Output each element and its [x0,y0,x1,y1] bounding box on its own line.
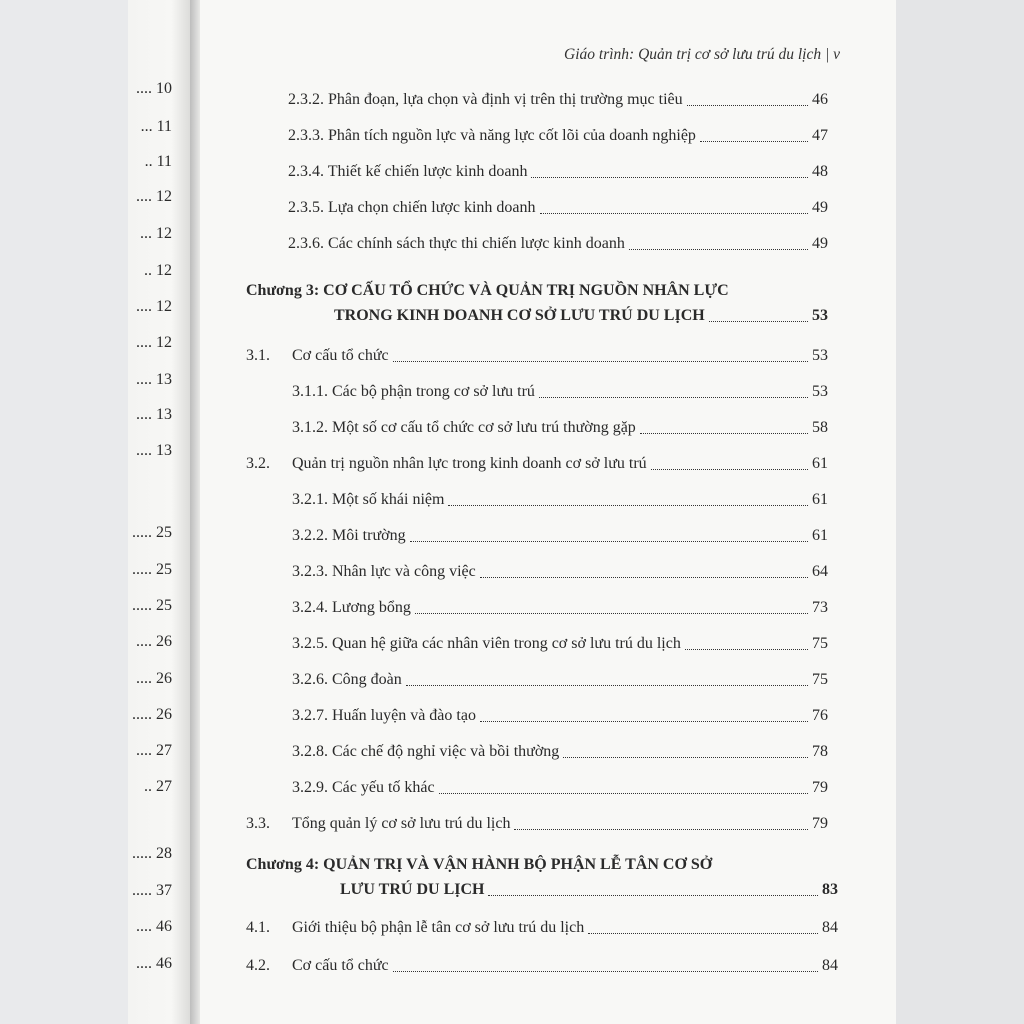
toc-entry: 2.3.5. Lựa chọn chiến lược kinh doanh 49 [288,199,828,216]
left-page-number: ..... 37 [132,882,172,899]
toc-entry: 2.3.4. Thiết kế chiến lược kinh doanh 48 [288,163,828,180]
toc-entry: 3.2.9. Các yếu tố khác 79 [292,779,828,796]
left-page-number: .... 13 [136,406,172,423]
left-page-number: .... 27 [136,742,172,759]
left-page-number: .. 12 [144,262,172,279]
toc-entry: 3.3. Tổng quản lý cơ sở lưu trú du lịch 79 [246,815,828,832]
chapter-3-title: Chương 3: CƠ CẤU TỔ CHỨC VÀ QUẢN TRỊ NGUỒN NHÂN LỰC [246,282,729,299]
left-page-number: .... 13 [136,442,172,459]
toc-entry: 3.1.1. Các bộ phận trong cơ sở lưu trú 53 [292,383,828,400]
left-page-number: .. 27 [144,778,172,795]
toc-entry: 3.2.5. Quan hệ giữa các nhân viên trong cơ sở lưu trú du lịch 75 [292,635,828,652]
left-page-number: ... 12 [140,225,172,242]
left-page-number: .... 46 [136,955,172,972]
left-page-number: ..... 25 [132,561,172,578]
toc-entry: 3.2.4. Lương bổng 73 [292,599,828,616]
toc-entry: 3.2. Quản trị nguồn nhân lực trong kinh doanh cơ sở lưu trú 61 [246,455,828,472]
left-page [128,0,190,1024]
toc-entry: 4.1. Giới thiệu bộ phận lễ tân cơ sở lưu trú du lịch 84 [246,919,838,936]
left-page-number: .. 11 [144,153,172,170]
left-page-number: .... 26 [136,633,172,650]
left-page-number: ..... 25 [132,597,172,614]
left-page-number: ..... 28 [132,845,172,862]
chapter-3-title-line2: TRONG KINH DOANH CƠ SỞ LƯU TRÚ DU LỊCH 53 [334,307,828,324]
chapter-4-title-line2: LƯU TRÚ DU LỊCH 83 [340,881,838,898]
toc-entry: 3.2.7. Huấn luyện và đào tạo 76 [292,707,828,724]
toc-entry: 4.2. Cơ cấu tổ chức 84 [246,957,838,974]
running-header: Giáo trình: Quản trị cơ sở lưu trú du lịch | v [564,46,840,63]
left-page-number: .... 12 [136,188,172,205]
toc-entry: 3.2.3. Nhân lực và công việc 64 [292,563,828,580]
left-page-number: .... 10 [136,80,172,97]
toc-entry: 2.3.6. Các chính sách thực thi chiến lược kinh doanh 49 [288,235,828,252]
left-page-number: .... 12 [136,334,172,351]
toc-entry: 3.2.2. Môi trường 61 [292,527,828,544]
toc-entry: 2.3.2. Phân đoạn, lựa chọn và định vị trên thị trường mục tiêu 46 [288,91,828,108]
toc-entry: 3.1. Cơ cấu tổ chức 53 [246,347,828,364]
toc-entry: 3.2.6. Công đoàn 75 [292,671,828,688]
left-page-number: .... 12 [136,298,172,315]
left-page-number: .... 13 [136,371,172,388]
toc-entry: 3.2.8. Các chế độ nghỉ việc và bồi thường 78 [292,743,828,760]
book-gutter [190,0,200,1024]
toc-entry: 3.1.2. Một số cơ cấu tổ chức cơ sở lưu trú thường gặp 58 [292,419,828,436]
left-page-number: ... 11 [140,118,172,135]
background-edge [896,0,1024,1024]
chapter-4-title: Chương 4: QUẢN TRỊ VÀ VẬN HÀNH BỘ PHẬN LỄ TÂN CƠ SỞ [246,856,713,873]
toc-entry: 3.2.1. Một số khái niệm 61 [292,491,828,508]
toc-entry: 2.3.3. Phân tích nguồn lực và năng lực cốt lõi của doanh nghiệp 47 [288,127,828,144]
left-page-number: ..... 26 [132,706,172,723]
left-page-number: .... 26 [136,670,172,687]
left-page-number: ..... 25 [132,524,172,541]
left-page-number: .... 46 [136,918,172,935]
